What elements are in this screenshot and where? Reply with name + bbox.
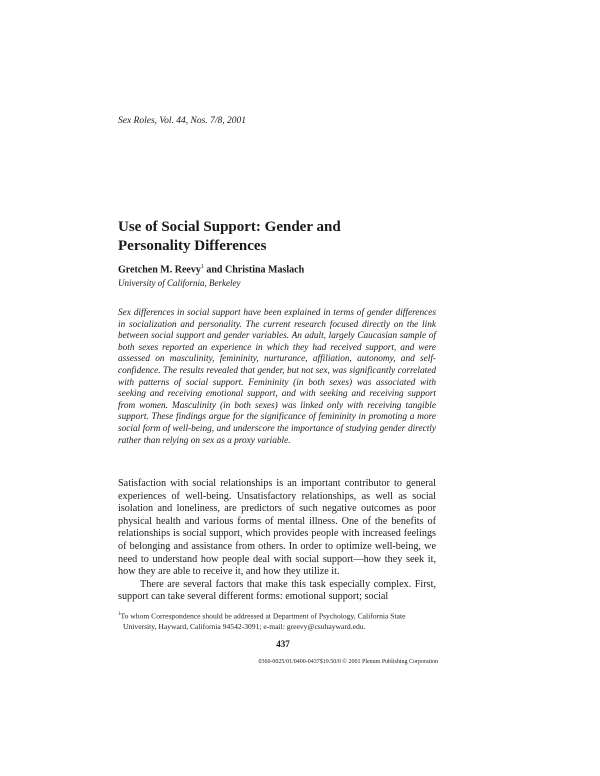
body-paragraph-1: Satisfaction with social relationships is an important contributor to general experiences of well-being. Unsatisfactory relationships, as well as social isolation and loneliness, are predictors of such negative outcomes as poor physical health and various forms of mental illness. One of the benefits of relationships is social support, which provides people with increased feelings of belonging and assistance from others. In order to optimize well-being, we need to understand how people deal with social support—how they seek it, how they are able to receive it, and how they utilize it.	[118, 478, 436, 578]
author-1: Gretchen M. Reevy	[118, 264, 201, 276]
author-footnote-mark: 1	[200, 264, 204, 270]
abstract: Sex differences in social support have been explained in terms of gender differences in socialization and personality. The current research focused directly on the link between social support and gender variables. An adult, largely Caucasian sample of both sexes reported an experience in which they had received support, and were assessed on masculinity, femininity, nurturance, affiliation, autonomy, and self-confidence. The results revealed that gender, but not sex, was significantly correlated with patterns of social support. Femininity (in both sexes) was associated with seeking and receiving emotional support, and with seeking and receiving support from women. Masculinity (in both sexes) was linked only with receiving tangible support. These findings argue for the significance of femininity in promoting a more social form of well-being, and underscore the importance of studying gender directly rather than relying on sex as a proxy variable.	[118, 308, 436, 446]
author-2: Christina Maslach	[224, 264, 305, 276]
footnote-line-2: University, Hayward, California 94542-3091; e-mail: greevy@csuhayward.edu.	[123, 621, 366, 631]
copyright-line: 0360-0025/01/0400-0437$19.50/0 © 2001 Plenum Publishing Corporation	[258, 659, 438, 665]
title-line-1: Use of Social Support: Gender and	[118, 219, 341, 235]
author-list	[118, 264, 304, 275]
author-separator: and	[203, 264, 225, 276]
footnote-line-1: To whom Correspondence should be addressed at Department of Psychology, California State	[120, 611, 406, 621]
article-title	[118, 218, 498, 256]
body-paragraph-2: There are several factors that make this task especially complex. First, support can take several different forms: emotional support; social	[118, 578, 436, 603]
footnote-mark: 1	[118, 612, 121, 617]
journal-header: Sex Roles, Vol. 44, Nos. 7/8, 2001	[118, 116, 246, 126]
affiliation: University of California, Berkeley	[118, 278, 241, 288]
page-number: 437	[276, 639, 290, 649]
body-text	[118, 478, 436, 604]
footnote	[118, 610, 438, 632]
title-line-2: Personality Differences	[118, 238, 267, 254]
